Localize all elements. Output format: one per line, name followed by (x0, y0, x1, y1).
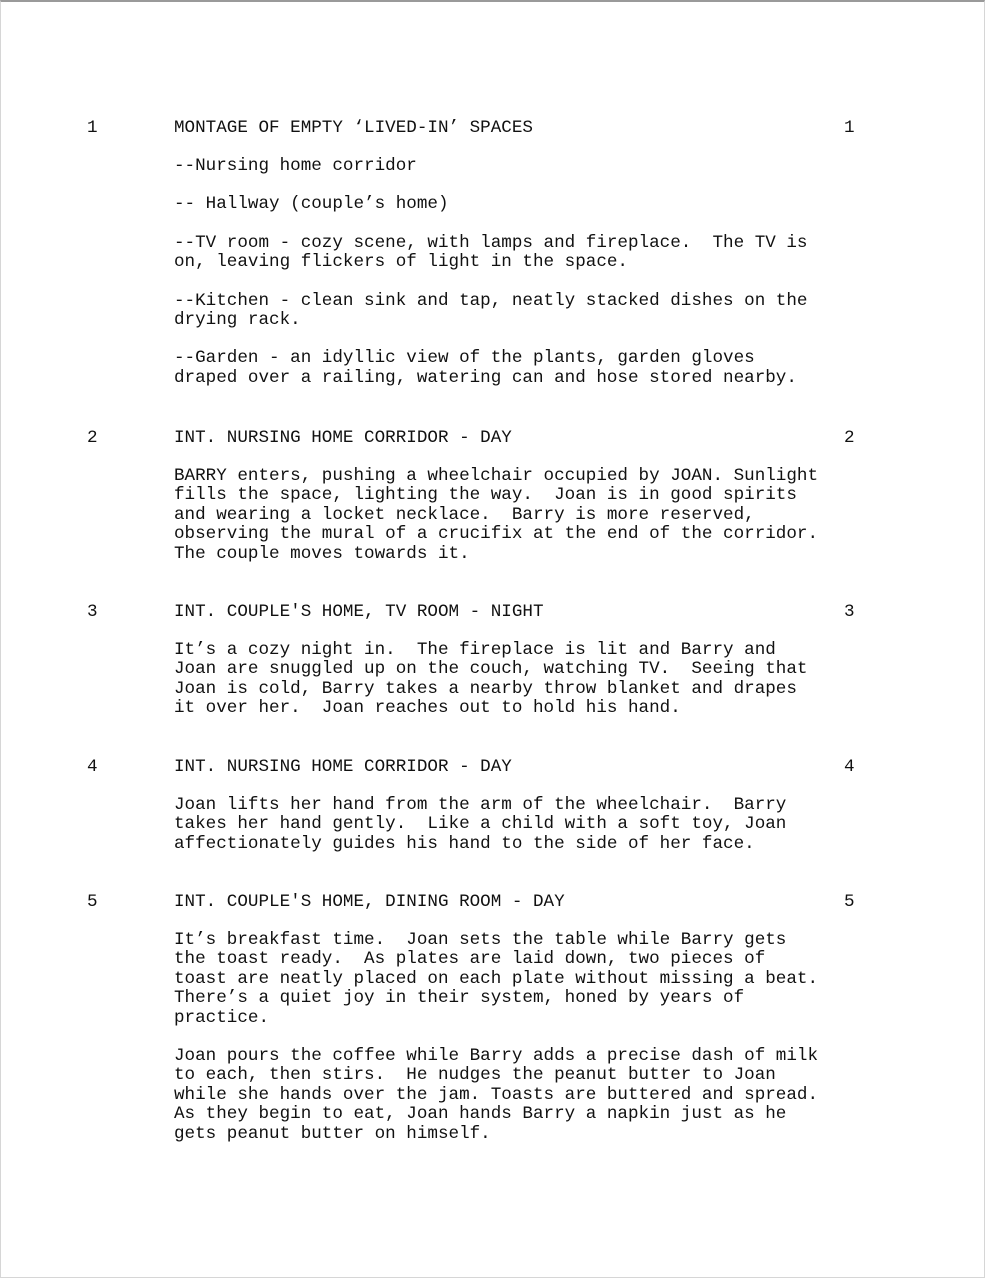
scene-body (174, 641, 874, 738)
scene-heading: MONTAGE OF EMPTY ‘LIVED-IN’ SPACES (174, 118, 533, 138)
scene-heading: INT. COUPLE'S HOME, TV ROOM - NIGHT (174, 602, 544, 622)
action-paragraph: --Garden - an idyllic view of the plants, garden gloves draped over a railing, watering can and hose stored nearby. (174, 348, 797, 388)
action-paragraph: --Nursing home corridor (174, 156, 417, 176)
scene-heading: INT. COUPLE'S HOME, DINING ROOM - DAY (174, 892, 565, 912)
scene-number-right: 3 (844, 602, 855, 622)
scene-number-right: 2 (844, 428, 855, 448)
action-paragraph: It’s a cozy night in. The fireplace is lit and Barry and Joan are snuggled up on the couch, watching TV. Seeing that Joan is cold, Barry takes a nearby throw blanket and drapes it over her. Joan reaches out to hold his hand. (174, 640, 808, 719)
scene-number-right: 5 (844, 892, 855, 912)
action-paragraph: --TV room - cozy scene, with lamps and fireplace. The TV is on, leaving flickers of light in the space. (174, 232, 808, 273)
action-paragraph: BARRY enters, pushing a wheelchair occupied by JOAN. Sunlight fills the space, lighting the way. Joan is in good spirits and wearing a locket necklace. Barry is more reserved, observing the mural of a crucifix at the end of the corridor. The couple moves towards it. (174, 466, 819, 564)
scene-number-left: 5 (87, 892, 98, 912)
action-paragraph: It’s breakfast time. Joan sets the table while Barry gets the toast ready. As plates are laid down, two pieces of toast are neatly placed on each plate without missing a beat. There’s a quiet joy in their system, honed by years of practice. (174, 930, 819, 1028)
scene-body (174, 931, 874, 1163)
scene-heading: INT. NURSING HOME CORRIDOR - DAY (174, 757, 512, 777)
scene-number-left: 4 (87, 757, 98, 777)
scene-body (174, 467, 874, 583)
scene-body (174, 796, 874, 873)
scene-heading: INT. NURSING HOME CORRIDOR - DAY (174, 428, 512, 448)
action-paragraph: Joan pours the coffee while Barry adds a precise dash of milk to each, then stirs. He nudges the peanut butter to Joan while she hands over the jam. Toasts are buttered and spread. As they begin to eat, Joan hands Barry a napkin just as he gets peanut butter on himself. (174, 1046, 819, 1144)
scene-body (174, 157, 874, 407)
scene-number-right: 4 (844, 757, 855, 777)
scene-number-left: 1 (87, 118, 98, 138)
scene-number-left: 3 (87, 602, 98, 622)
action-paragraph: --Kitchen - clean sink and tap, neatly stacked dishes on the drying rack. (174, 290, 808, 331)
scene-number-right: 1 (844, 118, 855, 138)
action-paragraph: Joan lifts her hand from the arm of the wheelchair. Barry takes her hand gently. Like a child with a soft toy, Joan affectionately guides his hand to the side of her face. (174, 795, 787, 854)
action-paragraph: -- Hallway (couple’s home) (174, 194, 449, 215)
scene-number-left: 2 (87, 428, 98, 448)
